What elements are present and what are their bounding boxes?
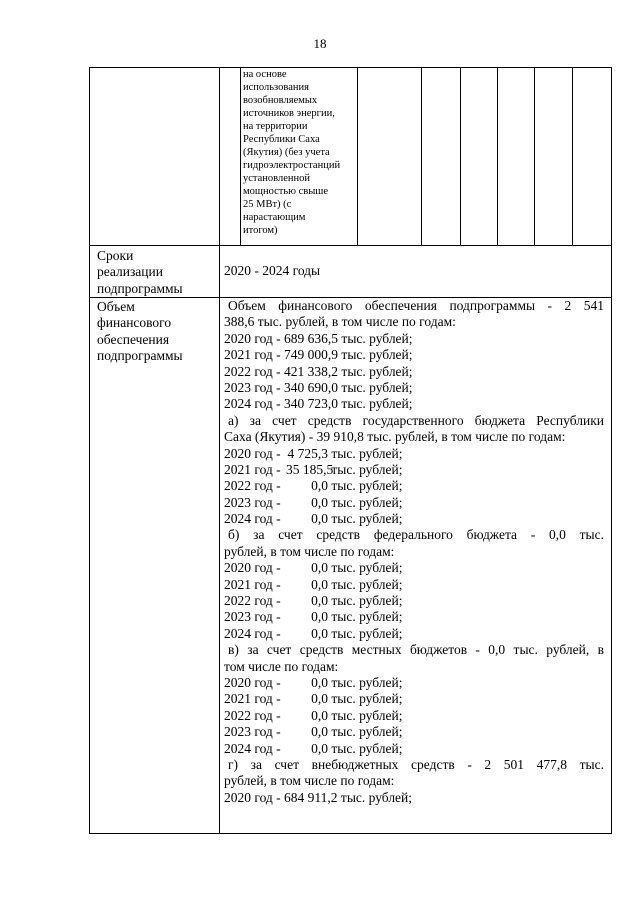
source-a-year-line: 2021 год - 35 185,5 тыс. рублей; — [224, 461, 403, 477]
period-label-line: реализации — [97, 264, 163, 280]
funding-total-line: 388,6 тыс. рублей, в том числе по годам: — [224, 314, 456, 330]
source-a-year-line: 2023 год - 0,0 тыс. рублей; — [224, 494, 403, 510]
indicator-line: возобновляемых — [243, 95, 318, 106]
funding-label-line: финансового — [97, 315, 172, 331]
funding-label — [97, 299, 217, 365]
indicator-line: 25 МВт) (с — [243, 199, 292, 210]
total-year-line: 2023 год - 340 690,0 тыс. рублей; — [224, 379, 413, 395]
period-label-line: Сроки — [97, 248, 134, 263]
source-c-year-line: 2024 год - 0,0 тыс. рублей; — [224, 740, 403, 756]
source-a-year-line: 2024 год - 0,0 тыс. рублей; — [224, 511, 403, 527]
total-year-line: 2021 год - 749 000,9 тыс. рублей; — [224, 347, 413, 363]
indicator-line: Республики Саха — [243, 134, 320, 145]
source-b-line: рублей, в том числе по годам: — [224, 543, 395, 559]
source-b-year-line: 2022 год - 0,0 тыс. рублей; — [224, 593, 403, 609]
funding-label-line: Объем — [97, 299, 135, 314]
indicator-line: итогом) — [243, 225, 278, 236]
funding-total-line: Объем финансового обеспечения подпрограммы - 2 541 — [228, 298, 604, 313]
source-c-line: том числе по годам: — [224, 658, 339, 674]
source-d-line: г) за счет внебюджетных средств - 2 501 477,8 тыс. — [228, 756, 604, 772]
source-a-year-line: 2020 год - 4 725,3 тыс. рублей; — [224, 445, 403, 461]
indicator-line: источников энергии, — [243, 108, 335, 119]
source-b-year-line: 2024 год - 0,0 тыс. рублей; — [224, 625, 403, 641]
source-c-year-line: 2021 год - 0,0 тыс. рублей; — [224, 691, 403, 707]
source-a-year-line: 2022 год - 0,0 тыс. рублей; — [224, 478, 403, 494]
funding-label-line: обеспечения — [97, 331, 170, 347]
source-b-year-line: 2021 год - 0,0 тыс. рублей; — [224, 576, 403, 592]
indicator-line: использования — [243, 82, 309, 93]
source-c-year-line: 2022 год - 0,0 тыс. рублей; — [224, 707, 403, 723]
source-a-line: а) за счет средств государственного бюджета Республики — [228, 412, 604, 428]
indicator-line: на основе — [243, 69, 287, 80]
total-year-line: 2020 год - 689 636,5 тыс. рублей; — [224, 330, 413, 346]
indicator-line: на территории — [243, 121, 308, 132]
period-label — [97, 248, 217, 297]
source-b-line: б) за счет средств федерального бюджета - 0,0 тыс. — [228, 527, 604, 543]
period-label-line: подпрограммы — [97, 280, 183, 296]
indicator-line: мощностью свыше — [243, 186, 329, 197]
funding-label-line: подпрограммы — [97, 348, 183, 364]
page-number: 18 — [313, 36, 327, 51]
source-b-year-line: 2023 год - 0,0 тыс. рублей; — [224, 609, 403, 625]
source-d-line: рублей, в том числе по годам: — [224, 773, 395, 789]
source-c-year-line: 2020 год - 0,0 тыс. рублей; — [224, 674, 403, 690]
source-a-line: Саха (Якутия) - 39 910,8 тыс. рублей, в том числе по годам: — [224, 429, 566, 445]
indicator-description — [243, 68, 358, 237]
funding-details — [224, 298, 604, 806]
source-b-year-line: 2020 год - 0,0 тыс. рублей; — [224, 560, 403, 576]
source-d-year-line: 2020 год - 684 911,2 тыс. рублей; — [224, 789, 413, 805]
indicator-line: нарастающим — [243, 212, 306, 223]
indicator-line: (Якутия) (без учета — [243, 147, 330, 158]
period-value: 2020 - 2024 годы — [224, 263, 321, 278]
source-c-line: в) за счет средств местных бюджетов - 0,0 тыс. рублей, в — [228, 642, 604, 658]
indicator-line: гидроэлектростанций — [243, 160, 341, 171]
source-c-year-line: 2023 год - 0,0 тыс. рублей; — [224, 724, 403, 740]
total-year-line: 2022 год - 421 338,2 тыс. рублей; — [224, 363, 413, 379]
indicator-line: установленной — [243, 173, 310, 184]
total-year-line: 2024 год - 340 723,0 тыс. рублей; — [224, 396, 413, 412]
